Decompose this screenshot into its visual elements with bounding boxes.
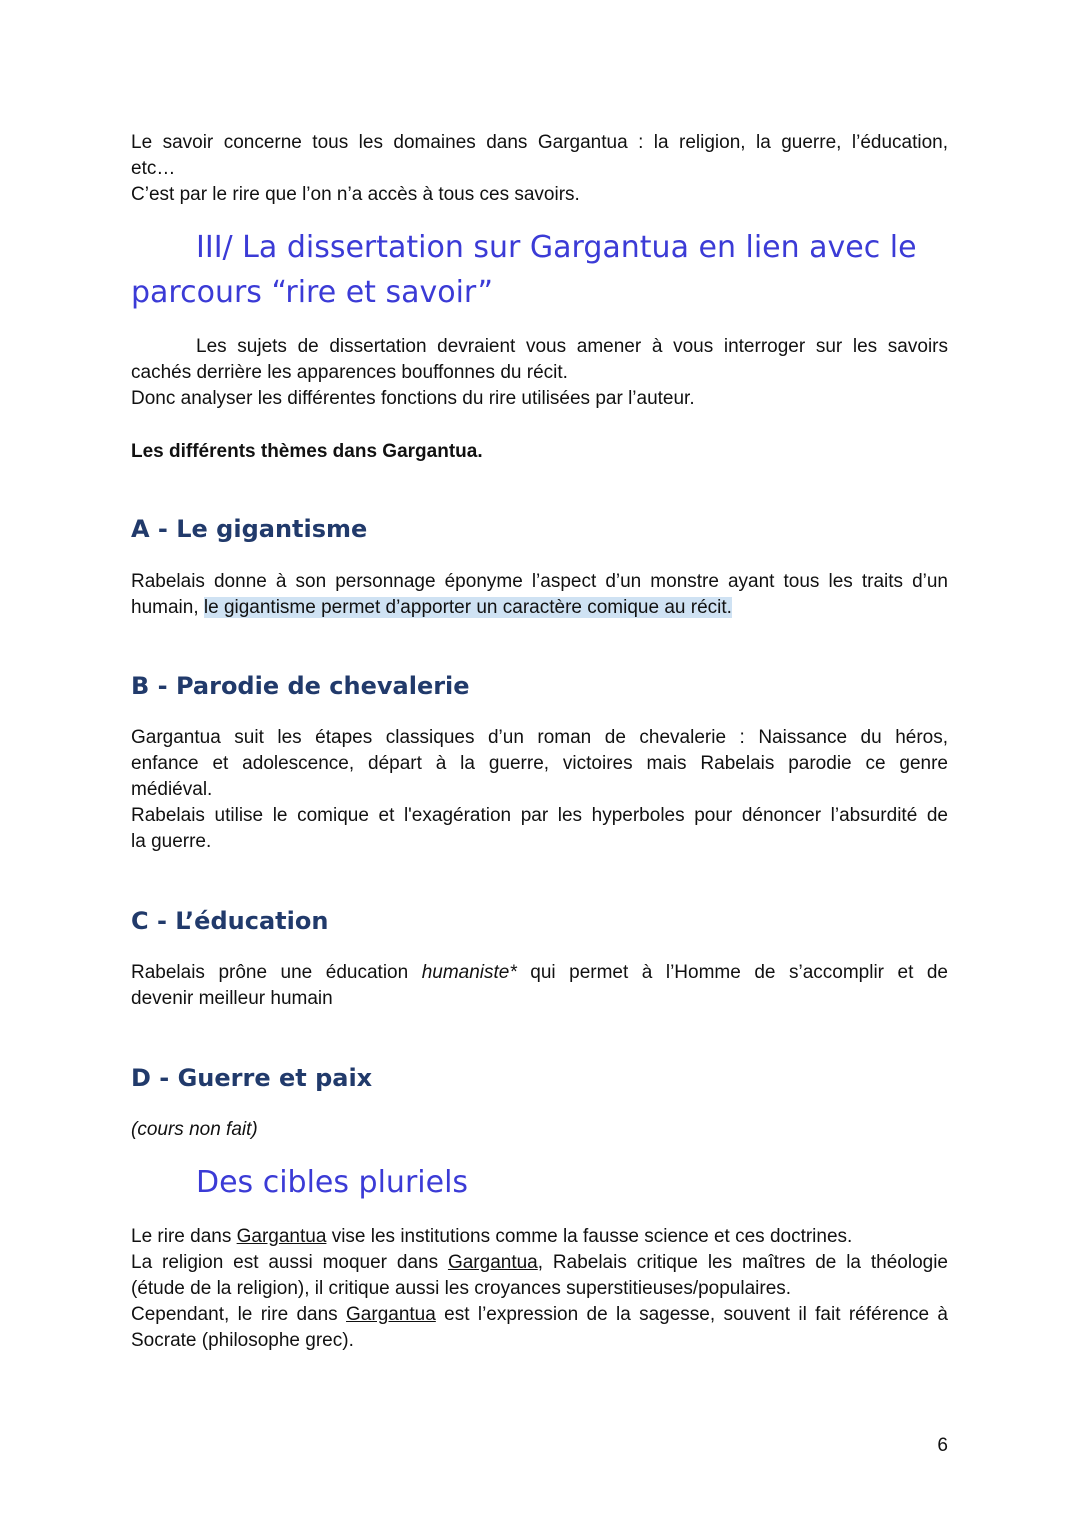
text-segment: Rabelais prône une éducation [131, 962, 422, 983]
text-segment: humain, [131, 597, 204, 618]
text-segment: est l’expression de la sagesse, souvent il fait référence à [435, 1304, 948, 1325]
text-line [131, 1250, 948, 1276]
text-segment: Le rire dans [131, 1226, 237, 1247]
text-line: Rabelais donne à son personnage éponyme l’aspect d’un monstre ayant tous les traits d’un [131, 571, 948, 592]
text-line: Gargantua suit les étapes classiques d’un roman de chevalerie : Naissance du héros, [131, 727, 948, 748]
text-segment: , Rabelais critique les maîtres de la théologie [537, 1252, 948, 1273]
text-line: (étude de la religion), il critique aussi les croyances superstitieuses/populaires. [131, 1278, 792, 1299]
text-line: Rabelais utilise le comique et l'exagération par les hyperboles pour dénoncer l’absurdité de [131, 805, 948, 826]
theme-a-title: A - Le gigantisme [131, 515, 368, 543]
text-line: médiéval. [131, 779, 213, 800]
text-segment: qui permet à l’Homme de s’accomplir et de [516, 962, 948, 983]
section-paragraph [131, 334, 948, 412]
underlined-title: Gargantua [236, 1226, 327, 1247]
text-line: cachés derrière les apparences bouffonnes du récit. [131, 362, 568, 383]
heading-line: parcours “rire et savoir” [131, 275, 494, 310]
page-number: 6 [937, 1435, 948, 1456]
intro-paragraph [131, 130, 948, 208]
cibles-heading: Des cibles pluriels [196, 1165, 469, 1200]
text-segment: Cependant, le rire dans [131, 1304, 347, 1325]
text-segment: La religion est aussi moquer dans [131, 1252, 448, 1273]
text-line: etc… [131, 158, 176, 179]
text-line: la guerre. [131, 831, 212, 852]
text-line: devenir meilleur humain [131, 988, 333, 1009]
theme-a-paragraph [131, 569, 948, 621]
theme-b-paragraph [131, 725, 948, 855]
text-line: Le savoir concerne tous les domaines dans Gargantua : la religion, la guerre, l’éducation, [131, 132, 948, 153]
theme-d-note: (cours non fait) [131, 1119, 258, 1140]
themes-heading: Les différents thèmes dans Gargantua. [131, 441, 483, 462]
text-line: C’est par le rire que l’on n’a accès à tous ces savoirs. [131, 184, 580, 205]
section-heading [131, 225, 948, 315]
text-line [131, 595, 948, 621]
text-line: Les sujets de dissertation devraient vous amener à vous interroger sur les savoirs [196, 336, 948, 357]
heading-line: III/ La dissertation sur Gargantua en lien avec le [196, 230, 917, 265]
text-line [131, 1224, 948, 1250]
cibles-paragraph [131, 1224, 948, 1354]
text-line: Donc analyser les différentes fonctions du rire utilisées par l’auteur. [131, 388, 695, 409]
text-line: enfance et adolescence, départ à la guerre, victoires mais Rabelais parodie ce genre [131, 753, 948, 774]
text-segment: vise les institutions comme la fausse science et ces doctrines. [326, 1226, 853, 1247]
underlined-title: Gargantua [447, 1252, 538, 1273]
text-line [131, 1302, 948, 1328]
italic-term: humaniste* [421, 962, 517, 983]
underlined-title: Gargantua [346, 1304, 436, 1325]
theme-d-title: D - Guerre et paix [131, 1064, 373, 1092]
theme-c-title: C - L’éducation [131, 907, 329, 935]
theme-c-paragraph [131, 960, 948, 1012]
text-line: Socrate (philosophe grec). [131, 1330, 354, 1351]
highlighted-text: le gigantisme permet d’apporter un caractère comique au récit. [203, 597, 732, 618]
text-line [131, 960, 948, 986]
theme-b-title: B - Parodie de chevalerie [131, 672, 470, 700]
